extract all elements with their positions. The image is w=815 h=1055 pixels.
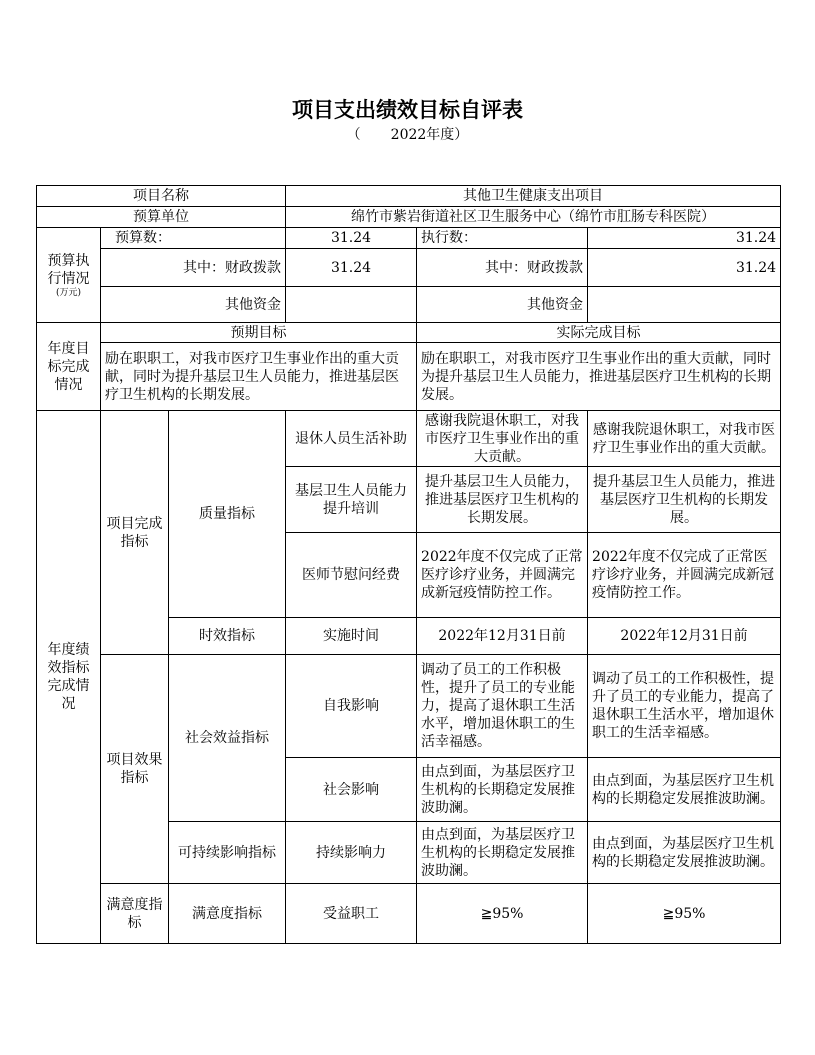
fiscal-budget-value: 31.24	[286, 249, 417, 287]
row-budget-other	[37, 287, 781, 323]
level2-indicator: 可持续影响指标	[169, 822, 286, 884]
row-budget-unit	[37, 207, 781, 228]
row-project-name	[37, 186, 781, 207]
exec-amount-value: 31.24	[588, 228, 781, 249]
actual-goal-text: 励在职职工，对我市医疗卫生事业作出的重大贡献，同时为提升基层卫生人员能力，推进基层医疗卫生机构的长期发展。	[417, 343, 781, 411]
level2-indicator: 质量指标	[169, 411, 286, 618]
budget-execution-unit: (万元)	[55, 287, 82, 298]
row-budget-total	[37, 228, 781, 249]
actual-value: 提升基层卫生人员能力，推进基层医疗卫生机构的长期发展。	[588, 467, 781, 533]
actual-goal-header: 实际完成目标	[417, 323, 781, 343]
satisfaction-indicator-label: 满意度指标	[101, 884, 169, 944]
expected-value: 2022年12月31日前	[417, 618, 588, 655]
effect-indicator-label: 项目效果指标	[101, 655, 169, 884]
form-title: 项目支出绩效目标自评表	[292, 98, 523, 122]
year-open-paren: （	[346, 127, 361, 143]
expected-value: ≧95%	[417, 884, 588, 944]
other-budget-value	[286, 287, 417, 323]
other-budget-label: 其他资金	[101, 287, 286, 323]
actual-value: 2022年度不仅完成了正常医疗诊疗业务，并圆满完成新冠疫情防控工作。	[588, 533, 781, 618]
expected-value: 提升基层卫生人员能力，推进基层医疗卫生机构的长期发展。	[417, 467, 588, 533]
level3-indicator: 实施时间	[286, 618, 417, 655]
expected-value: 调动了员工的工作积极性，提升了员工的专业能力，提高了退休职工生活水平，增加退休职工的生活幸福感。	[417, 655, 588, 758]
actual-value: 2022年12月31日前	[588, 618, 781, 655]
exec-amount-label: 执行数：	[417, 228, 588, 249]
project-name-value: 其他卫生健康支出项目	[286, 186, 781, 207]
fiscal-exec-value: 31.24	[588, 249, 781, 287]
budget-execution-label: 预算执行情况	[47, 252, 90, 287]
other-exec-value	[588, 287, 781, 323]
row-goal-text	[37, 343, 781, 411]
year-text: 2022年度）	[390, 127, 469, 143]
actual-value: ≧95%	[588, 884, 781, 944]
actual-value: 由点到面，为基层医疗卫生机构的长期稳定发展推波助澜。	[588, 758, 781, 822]
row-goal-headers	[37, 323, 781, 343]
expected-value: 由点到面，为基层医疗卫生机构的长期稳定发展推波助澜。	[417, 822, 588, 884]
performance-section-label: 年度绩效指标完成情况	[37, 411, 101, 944]
form-year	[0, 124, 815, 144]
budget-amount-value: 31.24	[286, 228, 417, 249]
indicator-row	[37, 884, 781, 944]
level3-indicator: 受益职工	[286, 884, 417, 944]
annual-goal-section-label: 年度目标完成情况	[37, 323, 101, 411]
other-exec-label: 其他资金	[417, 287, 588, 323]
level3-indicator: 自我影响	[286, 655, 417, 758]
budget-unit-label: 预算单位	[37, 207, 286, 228]
project-name-label: 项目名称	[37, 186, 286, 207]
budget-execution-section	[37, 228, 101, 323]
expected-value: 2022年度不仅完成了正常医疗诊疗业务，并圆满完成新冠疫情防控工作。	[417, 533, 588, 618]
expected-goal-header: 预期目标	[101, 323, 417, 343]
actual-value: 调动了员工的工作积极性，提升了员工的专业能力，提高了退休职工生活水平，增加退休职工的生活幸福感。	[588, 655, 781, 758]
level2-indicator: 社会效益指标	[169, 655, 286, 822]
budget-unit-value: 绵竹市紫岩街道社区卫生服务中心（绵竹市肛肠专科医院）	[286, 207, 781, 228]
level3-indicator: 退休人员生活补助	[286, 411, 417, 467]
level3-indicator: 持续影响力	[286, 822, 417, 884]
actual-value: 感谢我院退休职工，对我市医疗卫生事业作出的重大贡献。	[588, 411, 781, 467]
level2-indicator: 满意度指标	[169, 884, 286, 944]
fiscal-exec-label: 其中：财政拨款	[417, 249, 588, 287]
budget-amount-label: 预算数：	[101, 228, 286, 249]
level3-indicator: 社会影响	[286, 758, 417, 822]
fiscal-budget-label: 其中：财政拨款	[101, 249, 286, 287]
indicator-row	[37, 655, 781, 758]
indicator-row	[37, 411, 781, 467]
completion-indicator-label: 项目完成指标	[101, 411, 169, 655]
expected-value: 由点到面，为基层医疗卫生机构的长期稳定发展推波助澜。	[417, 758, 588, 822]
level3-indicator: 医师节慰问经费	[286, 533, 417, 618]
level2-indicator: 时效指标	[169, 618, 286, 655]
self-evaluation-table	[36, 185, 781, 944]
actual-value: 由点到面，为基层医疗卫生机构的长期稳定发展推波助澜。	[588, 822, 781, 884]
expected-goal-text: 励在职职工，对我市医疗卫生事业作出的重大贡献，同时为提升基层卫生人员能力，推进基层医疗卫生机构的长期发展。	[101, 343, 417, 411]
row-budget-fiscal	[37, 249, 781, 287]
expected-value: 感谢我院退休职工，对我市医疗卫生事业作出的重大贡献。	[417, 411, 588, 467]
level3-indicator: 基层卫生人员能力提升培训	[286, 467, 417, 533]
